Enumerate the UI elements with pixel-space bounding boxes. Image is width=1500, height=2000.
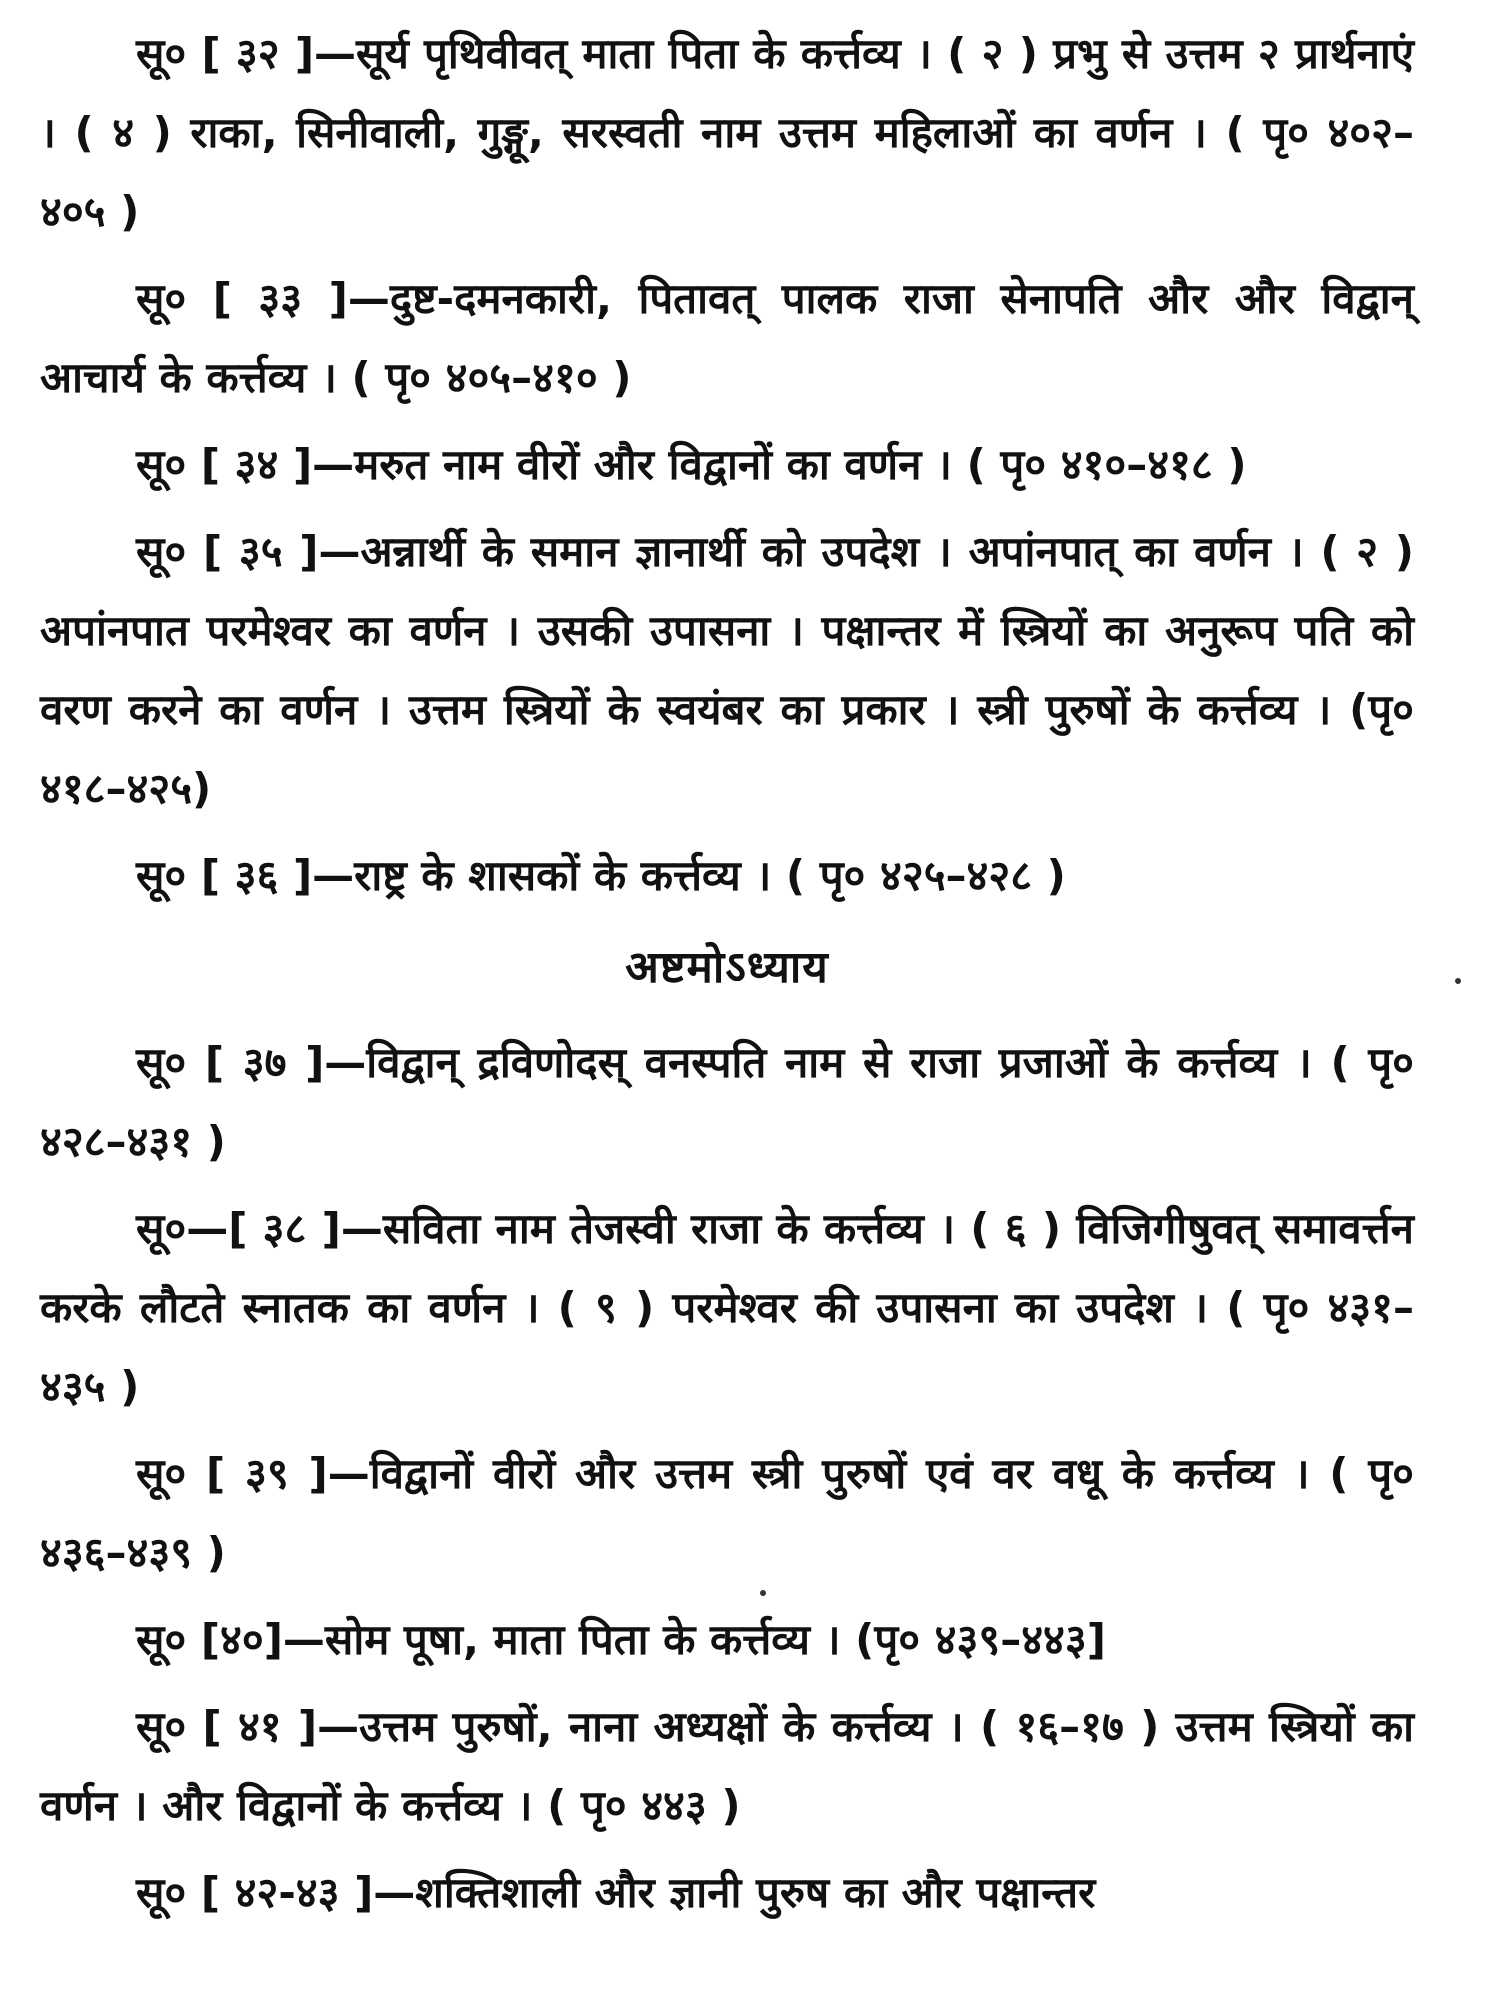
chapter-heading: अष्टमोऽध्याय	[625, 942, 829, 993]
sukta-38-text: सू०—[ ३८ ]—सविता नाम तेजस्वी राजा के कर्त्तव्य । ( ६ ) विजिगीषुवत् समावर्त्तन करके लौटते स्नातक का वर्णन । ( ९ ) परमेश्वर की उपासना का उपदेश । ( पृ० ४३१–४३५ )	[40, 1204, 1414, 1411]
sukta-37-text: सू० [ ३७ ]—विद्वान् द्रविणोदस् वनस्पति नाम से राजा प्रजाओं के कर्त्तव्य । ( पृ० ४२८–४३१ )	[40, 1038, 1414, 1166]
sukta-35-entry	[40, 512, 1414, 828]
sukta-34-text: सू० [ ३४ ]—मरुत नाम वीरों और विद्वानों का वर्णन । ( पृ० ४१०–४१८ )	[136, 440, 1247, 489]
scan-speck	[760, 1590, 766, 1596]
sukta-36-entry	[40, 836, 1414, 915]
scan-speck	[1455, 978, 1461, 984]
sukta-41-entry	[40, 1687, 1414, 1845]
sukta-39-entry	[40, 1434, 1414, 1592]
sukta-32-entry	[40, 14, 1414, 251]
sukta-41-text: सू० [ ४१ ]—उत्तम पुरुषों, नाना अध्यक्षों के कर्त्तव्य । ( १६–१७ ) उत्तम स्त्रियों का वर्णन । और विद्वानों के कर्त्तव्य । ( पृ० ४४३ )	[40, 1702, 1414, 1830]
sukta-42-43-entry	[40, 1853, 1414, 1932]
sukta-37-entry	[40, 1023, 1414, 1181]
sukta-34-entry	[40, 425, 1414, 504]
sukta-40-entry	[40, 1600, 1414, 1679]
sukta-38-entry	[40, 1189, 1414, 1426]
sukta-35-text: सू० [ ३५ ]—अन्नार्थी के समान ज्ञानार्थी को उपदेश । अपांनपात् का वर्णन । ( २ ) अपांनपात परमेश्वर का वर्णन । उसकी उपासना । पक्षान्तर में स्त्रियों का अनुरूप पति को वरण करने का वर्णन । उत्तम स्त्रियों के स्वयंबर का प्रकार । स्त्री पुरुषों के कर्त्तव्य । (पृ० ४१८–४२५)	[40, 527, 1414, 813]
sukta-39-text: सू० [ ३९ ]—विद्वानों वीरों और उत्तम स्त्री पुरुषों एवं वर वधू के कर्त्तव्य । ( पृ० ४३६–४३९ )	[40, 1449, 1414, 1577]
sukta-32-text: सू० [ ३२ ]—सूर्य पृथिवीवत् माता पिता के कर्त्तव्य । ( २ ) प्रभु से उत्तम २ प्रार्थनाएं । ( ४ ) राका, सिनीवाली, गुङ्गू, सरस्वती नाम उत्तम महिलाओं का वर्णन । ( पृ० ४०२–४०५ )	[40, 29, 1414, 236]
sukta-33-text: सू० [ ३३ ]—दुष्ट-दमनकारी, पितावत् पालक राजा सेनापति और और विद्वान् आचार्य के कर्त्तव्य । ( पृ० ४०५–४१० )	[40, 274, 1414, 402]
sukta-33-entry	[40, 259, 1414, 417]
sukta-42-43-text: सू० [ ४२-४३ ]—शक्तिशाली और ज्ञानी पुरुष का और पक्षान्तर	[136, 1868, 1096, 1917]
sukta-36-text: सू० [ ३६ ]—राष्ट्र के शासकों के कर्त्तव्य । ( पृ० ४२५–४२८ )	[136, 851, 1066, 900]
sukta-40-text: सू० [४०]—सोम पूषा, माता पिता के कर्त्तव्य । (पृ० ४३९–४४३]	[136, 1615, 1106, 1664]
